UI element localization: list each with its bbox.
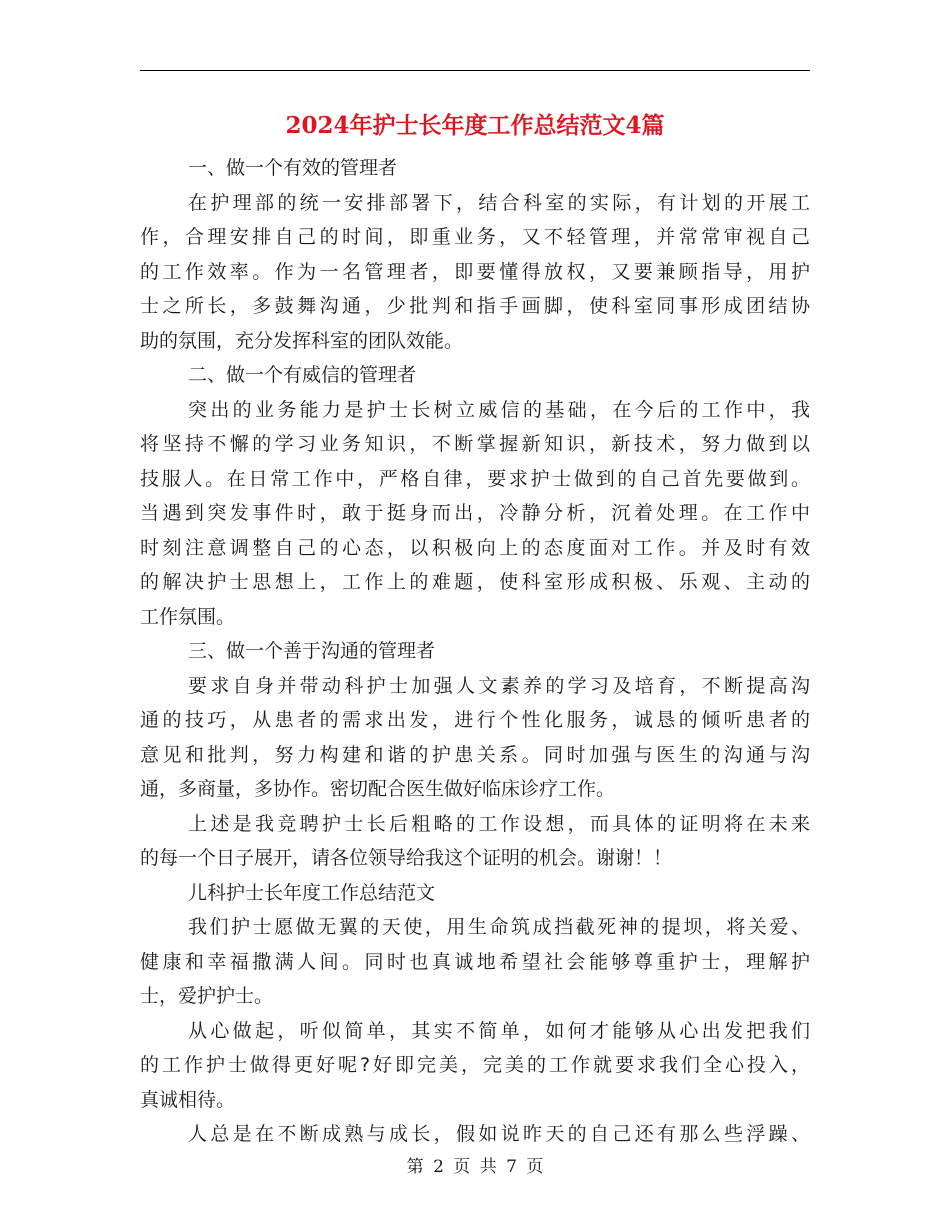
text-line: 意见和批判，努力构建和谐的护患关系。同时加强与医生的沟通与沟 bbox=[140, 743, 810, 766]
text-line: 助的氛围，充分发挥科室的团队效能。 bbox=[140, 329, 464, 352]
text-line: 三、做一个善于沟通的管理者 bbox=[188, 640, 436, 662]
text-line: 当遇到突发事件时，敢于挺身而出，冷静分析，沉着处理。在工作中 bbox=[140, 502, 810, 524]
text-line: 我们护士愿做无翼的天使，用生命筑成挡截死神的提坝，将关爱、 bbox=[188, 916, 810, 938]
text-line: 士，爱护护士。 bbox=[140, 985, 274, 1007]
text-line: 健康和幸福撒满人间。同时也真诚地希望社会能够尊重护士，理解护 bbox=[140, 950, 810, 973]
text-line: 时刻注意调整自己的心态，以积极向上的态度面对工作。并及时有效 bbox=[140, 536, 810, 559]
text-line: 士之所长，多鼓舞沟通，少批判和指手画脚，使科室同事形成团结协 bbox=[140, 295, 810, 317]
text-line: 真诚相待。 bbox=[140, 1088, 236, 1111]
text-line: 的工作护士做得更好呢?好即完美，完美的工作就要求我们全心投入， bbox=[140, 1054, 810, 1076]
text-line: 通，多商量，多协作。密切配合医生做好临床诊疗工作。 bbox=[140, 778, 616, 800]
document-body bbox=[140, 151, 810, 1152]
text-line: 在护理部的统一安排部署下，结合科室的实际，有计划的开展工 bbox=[188, 191, 810, 214]
text-line: 工作氛围。 bbox=[140, 605, 236, 628]
text-line: 将坚持不懈的学习业务知识，不断掌握新知识，新技术，努力做到以 bbox=[140, 433, 810, 455]
text-line: 通的技巧，从患者的需求出发，进行个性化服务，诚恳的倾听患者的 bbox=[140, 709, 810, 731]
text-line: 上述是我竞聘护士长后粗略的工作设想，而具体的证明将在未来 bbox=[188, 812, 810, 835]
text-line: 的解决护士思想上，工作上的难题，使科室形成积极、乐观、主动的 bbox=[140, 571, 810, 593]
text-line: 二、做一个有威信的管理者 bbox=[188, 364, 417, 386]
text-line: 技服人。在日常工作中，严格自律，要求护士做到的自己首先要做到。 bbox=[140, 467, 810, 490]
text-line: 突出的业务能力是护士长树立威信的基础，在今后的工作中，我 bbox=[188, 398, 810, 421]
text-line: 作，合理安排自己的时间，即重业务，又不轻管理，并常常审视自己 bbox=[140, 226, 810, 248]
text-line: 人总是在不断成熟与成长，假如说昨天的自己还有那么些浮躁、 bbox=[188, 1123, 810, 1145]
text-line: 从心做起，听似简单，其实不简单，如何才能够从心出发把我们 bbox=[188, 1019, 810, 1042]
header-rule bbox=[140, 70, 810, 71]
text-line: 儿科护士长年度工作总结范文 bbox=[188, 881, 436, 904]
page-footer: 第 2 页 共 7 页 bbox=[406, 1157, 544, 1177]
text-line: 的每一个日子展开，请各位领导给我这个证明的机会。谢谢！！ bbox=[140, 847, 673, 869]
text-line: 的工作效率。作为一名管理者，即要懂得放权，又要兼顾指导，用护 bbox=[140, 260, 810, 283]
text-line: 要求自身并带动科护士加强人文素养的学习及培育，不断提高沟 bbox=[188, 674, 810, 697]
document-title: 2024年护士长年度工作总结范文4篇 bbox=[285, 112, 665, 139]
text-line: 一、做一个有效的管理者 bbox=[188, 157, 398, 179]
